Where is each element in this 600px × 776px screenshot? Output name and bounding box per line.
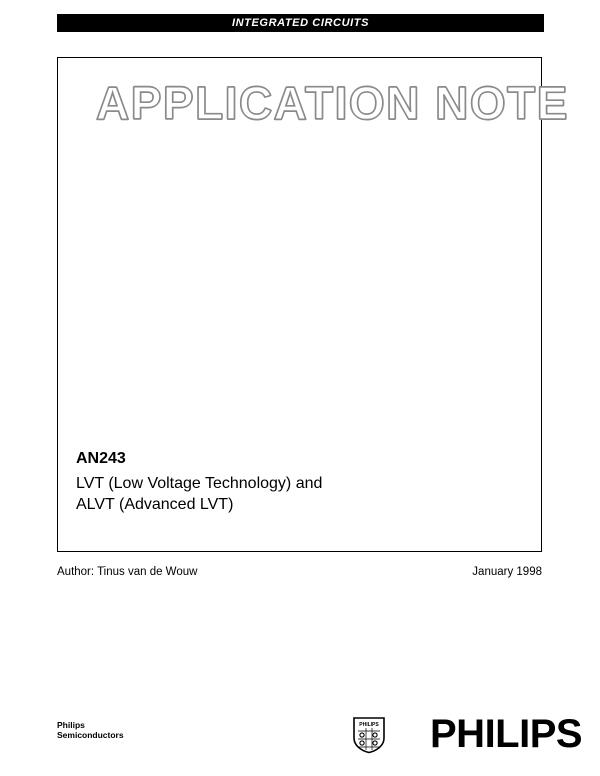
application-note-title: APPLICATION NOTE bbox=[96, 77, 569, 129]
footer-company-line-1: Philips bbox=[57, 720, 85, 730]
document-title-line-2: ALVT (Advanced LVT) bbox=[76, 496, 234, 513]
document-title bbox=[76, 473, 516, 515]
philips-wordmark: PHILIPS bbox=[430, 712, 583, 756]
header-banner bbox=[57, 14, 544, 32]
date-label: January 1998 bbox=[472, 566, 542, 578]
author-label: Author: Tinus van de Wouw bbox=[57, 566, 198, 578]
footer-company-name bbox=[57, 720, 124, 740]
document-number: AN243 bbox=[76, 450, 126, 467]
philips-shield-icon bbox=[352, 716, 386, 754]
document-meta bbox=[57, 566, 542, 582]
cover-box bbox=[57, 57, 569, 552]
svg-text:PHILIPS: PHILIPS bbox=[359, 722, 379, 728]
footer-company-line-2: Semiconductors bbox=[57, 730, 124, 740]
document-title-line-1: LVT (Low Voltage Technology) and bbox=[76, 475, 323, 492]
header-banner-label: INTEGRATED CIRCUITS bbox=[231, 17, 370, 29]
